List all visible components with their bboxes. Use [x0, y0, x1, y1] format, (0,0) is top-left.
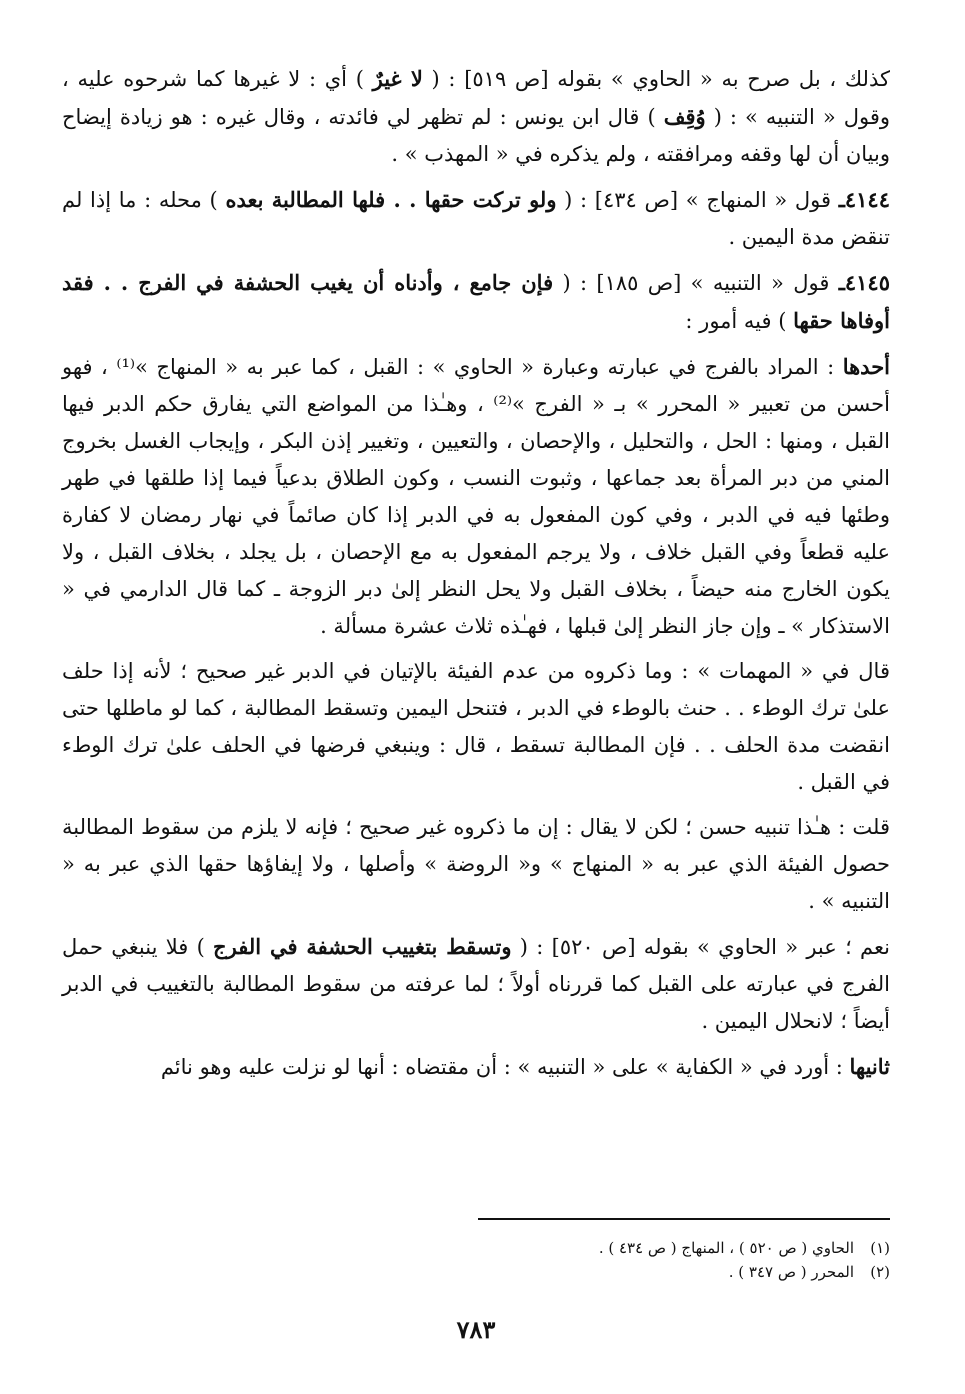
text-run: قال في « المهمات » : وما ذكروه من عدم الفيئة بالإتيان في الدبر غير صحيح ؛ لأنه إذا حلف علىٰ ترك الوطء . . حنث بالوطء في الدبر ، فتنحل اليمين وتسقط المطالبة ، كما لو ماطلها حتى انقضت مدة الحلف . . فإن المطالبة تسقط ، قال : وينبغي فرضها في الحلف علىٰ ترك الوطء في القبل .	[62, 659, 890, 794]
text-run: : أورد في « الكفاية » على « التنبيه » : أن مقتضاه : أنها لو نزلت عليه وهو نائم	[160, 1055, 850, 1079]
footnote-text: الحاوي ( ص ٥٢٠ ) ، المنهاج ( ص ٤٣٤ ) .	[598, 1239, 854, 1257]
text-run: كذلك ، بل صرح به « الحاوي » بقوله [ص ٥١٩] : (	[422, 67, 890, 91]
footnote-2	[62, 1260, 890, 1284]
quoted-text: وتسقط بتغييب الحشفة في الفرج	[213, 934, 512, 959]
point-heading: ثانيها	[849, 1054, 890, 1079]
footnote-number: (٢)	[870, 1263, 890, 1281]
issue-number: ٤١٤٤ـ	[838, 187, 890, 212]
book-page	[62, 60, 891, 1344]
paragraph-first-point	[62, 348, 890, 645]
quoted-term: وُقِف	[663, 104, 706, 129]
paragraph-second-point	[62, 1048, 890, 1086]
quoted-term: لا غيرٌ	[372, 66, 423, 91]
point-heading: أحدها	[842, 354, 891, 379]
text-run: ) محله : ما إذا لم تنقض مدة اليمين .	[62, 188, 890, 249]
issue-number: ٤١٤٥ـ	[838, 270, 890, 295]
paragraph-qultu	[62, 809, 890, 920]
paragraph-4145	[62, 264, 890, 340]
paragraph-1	[62, 60, 890, 173]
footnote-number: (١)	[870, 1239, 890, 1257]
text-run: ) فلا ينبغي حمل الفرج في عبارته على القبل كما قررناه أولاً ؛ لما عرفته من سقوط المطالبة بالتغييب في الدبر أيضاً ؛ لانحلال اليمين .	[62, 935, 890, 1033]
text-run: قول « التنبيه » [ص ١٨٥] : (	[553, 271, 839, 295]
paragraph-naam	[62, 928, 890, 1040]
text-run: ) أي : لا غيرها كما شرحوه عليه ، وقول « التنبيه » : (	[62, 67, 890, 129]
text-run: قلت : هـٰذا تنبيه حسن ؛ لكن لا يقال : إن ما ذكروه غير صحيح ؛ فإنه لا يلزم من سقوط المطالبة حصول الفيئة الذي عبر به « المنهاج » و« الروضة » وأصلها ، ولا إيفاؤها حقها الذي عبر به « التنبيه » .	[62, 815, 890, 913]
footnotes	[62, 1236, 890, 1284]
footnote-divider	[478, 1218, 890, 1220]
paragraph-4144	[62, 181, 890, 256]
text-run: ) فيه أمور :	[685, 309, 794, 333]
text-run: نعم ؛ عبر « الحاوي » بقوله [ص ٥٢٠] : (	[511, 935, 890, 959]
text-run: ) قال ابن يونس : لم تظهر لي فائدته ، وقال غيره : هو زيادة إيضاح وبيان أن لها وقفه ومرافقته ، ولم يذكره في « المهذب » .	[62, 105, 890, 166]
footnote-text: المحرر ( ص ٣٤٧ ) .	[728, 1263, 854, 1281]
paragraph-muhimmat	[62, 653, 890, 801]
quoted-text: ولو تركت حقها . . فلها المطالبة بعده	[225, 187, 557, 212]
text-run: قول « المنهاج » [ص ٤٣٤] : (	[556, 188, 839, 212]
footnote-1	[62, 1236, 890, 1260]
text-run: : المراد بالفرج في عبارته وعبارة « الحاوي » : القبل ، كما عبر به « المنهاج »⁽¹⁾ ، فهو أحسن من تعبير « المحرر » بـ « الفرج »⁽²⁾ ، وهـٰذا من المواضع التي يفارق حكم الدبر فيها القبل ، ومنها : الحل ، والتحليل ، والإحصان ، والتعيين ، وتغيير إذن البكر ، وإيجاب الغسل بخروج المني من دبر المرأة بعد جماعها ، وثبوت النسب ، وكون الطلاق بدعياً فيما إذا طلقها في طهر وطئها فيه في الدبر ، وفي كون المفعول به في الدبر إذا كان صائماً في نهار رمضان لا كفارة عليه قطعاً وفي القبل خلاف ، ولا يرجم المفعول به مع الإحصان ، بل يجلد ، بخلاف القبل ، ولا يكون الخارج منه حيضاً ، بخلاف القبل ولا يحل النظر إلىٰ دبر الزوجة ـ كما قال الدارمي في « الاستذكار » ـ وإن جاز النظر إلىٰ قبلها ، فهـٰذه ثلاث عشرة مسألة .	[62, 355, 890, 638]
page-number: ٧٨٣	[456, 1315, 496, 1344]
quoted-text: فإن جامع ، وأدناه أن يغيب الحشفة في الفرج . . فقد أوفاها حقها	[62, 270, 890, 333]
